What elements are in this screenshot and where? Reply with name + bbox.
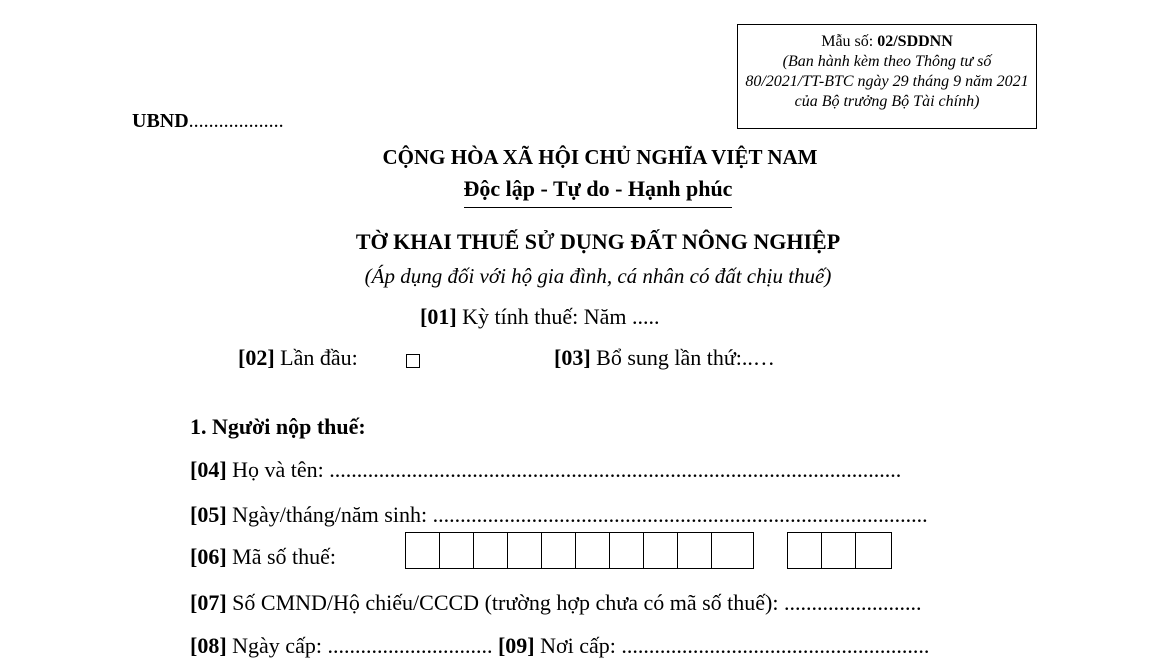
ubnd-label: UBND <box>132 110 189 132</box>
field-09-code: [09] <box>497 633 535 658</box>
field-05-code: [05] <box>190 502 227 527</box>
tax-code-digit[interactable] <box>474 533 508 568</box>
national-title: CỘNG HÒA XÃ HỘI CHỦ NGHĨA VIỆT NAM <box>382 145 818 169</box>
tax-code-digit[interactable] <box>508 533 542 568</box>
field-03-supplement[interactable] <box>554 345 775 371</box>
form-number <box>738 32 1036 52</box>
tax-code-digit[interactable] <box>576 533 610 568</box>
field-06-tax-code <box>190 544 336 570</box>
field-02-label: Lần đầu: <box>274 345 358 370</box>
tax-code-input-suffix[interactable] <box>787 532 892 569</box>
field-04-code: [04] <box>190 457 227 482</box>
field-01-tax-period[interactable] <box>420 304 660 330</box>
first-time-checkbox[interactable] <box>406 354 420 368</box>
motto-text: Độc lập - Tự do - Hạnh phúc <box>464 176 733 208</box>
field-07-id-number[interactable] <box>190 590 922 616</box>
tax-code-suffix-digit[interactable] <box>788 533 822 568</box>
field-03-label: Bổ sung lần thứ:..… <box>590 345 775 370</box>
tax-code-digit[interactable] <box>610 533 644 568</box>
tax-code-digit[interactable] <box>712 533 746 568</box>
tax-code-digit[interactable] <box>542 533 576 568</box>
tax-code-suffix-digit[interactable] <box>856 533 890 568</box>
tax-code-digit[interactable] <box>440 533 474 568</box>
field-02-first-time <box>238 345 358 371</box>
field-07-code: [07] <box>190 590 227 615</box>
field-08-label: Ngày cấp: .............................. <box>226 633 498 658</box>
field-01-code: [01] <box>420 304 457 329</box>
field-06-code: [06] <box>190 544 227 569</box>
field-08-09-issue-info[interactable] <box>190 633 929 659</box>
form-issue-line-1: (Ban hành kèm theo Thông tư số <box>782 53 992 70</box>
tax-code-digit[interactable] <box>644 533 678 568</box>
field-07-label: Số CMND/Hộ chiếu/CCCD (trường hợp chưa có mã số thuế): ......................... <box>226 590 922 615</box>
form-issue-line-3: của Bộ trưởng Bộ Tài chính) <box>794 93 980 110</box>
tax-code-digit[interactable] <box>406 533 440 568</box>
field-04-full-name[interactable] <box>190 457 901 483</box>
document-title: TỜ KHAI THUẾ SỬ DỤNG ĐẤT NÔNG NGHIỆP <box>355 229 841 254</box>
tax-code-input-main[interactable] <box>405 532 754 569</box>
ubnd-dots: ................... <box>188 110 284 132</box>
form-number-label: Mẫu số: <box>821 33 878 50</box>
ubnd-line <box>132 110 284 133</box>
field-01-label: Kỳ tính thuế: Năm ..... <box>456 304 660 329</box>
field-05-label: Ngày/tháng/năm sinh: .......................................................................................... <box>226 502 928 527</box>
field-09-label: Nơi cấp: ........................................................ <box>534 633 930 658</box>
section-taxpayer-heading: 1. Người nộp thuế: <box>190 414 366 439</box>
tax-code-suffix-digit[interactable] <box>822 533 856 568</box>
form-number-box <box>737 24 1037 129</box>
field-08-code: [08] <box>190 633 227 658</box>
document-subtitle: (Áp dụng đối với hộ gia đình, cá nhân có đất chịu thuế) <box>364 264 832 288</box>
field-04-label: Họ và tên: ........................................................................................................ <box>226 457 902 482</box>
field-03-code: [03] <box>554 345 591 370</box>
field-02-code: [02] <box>238 345 275 370</box>
field-05-birth-date[interactable] <box>190 502 928 528</box>
form-number-code: 02/SDDNN <box>877 33 953 50</box>
tax-code-digit[interactable] <box>678 533 712 568</box>
national-motto <box>0 176 1165 202</box>
field-06-label: Mã số thuế: <box>226 544 337 569</box>
form-issue-line-2: 80/2021/TT-BTC ngày 29 tháng 9 năm 2021 <box>745 73 1029 90</box>
